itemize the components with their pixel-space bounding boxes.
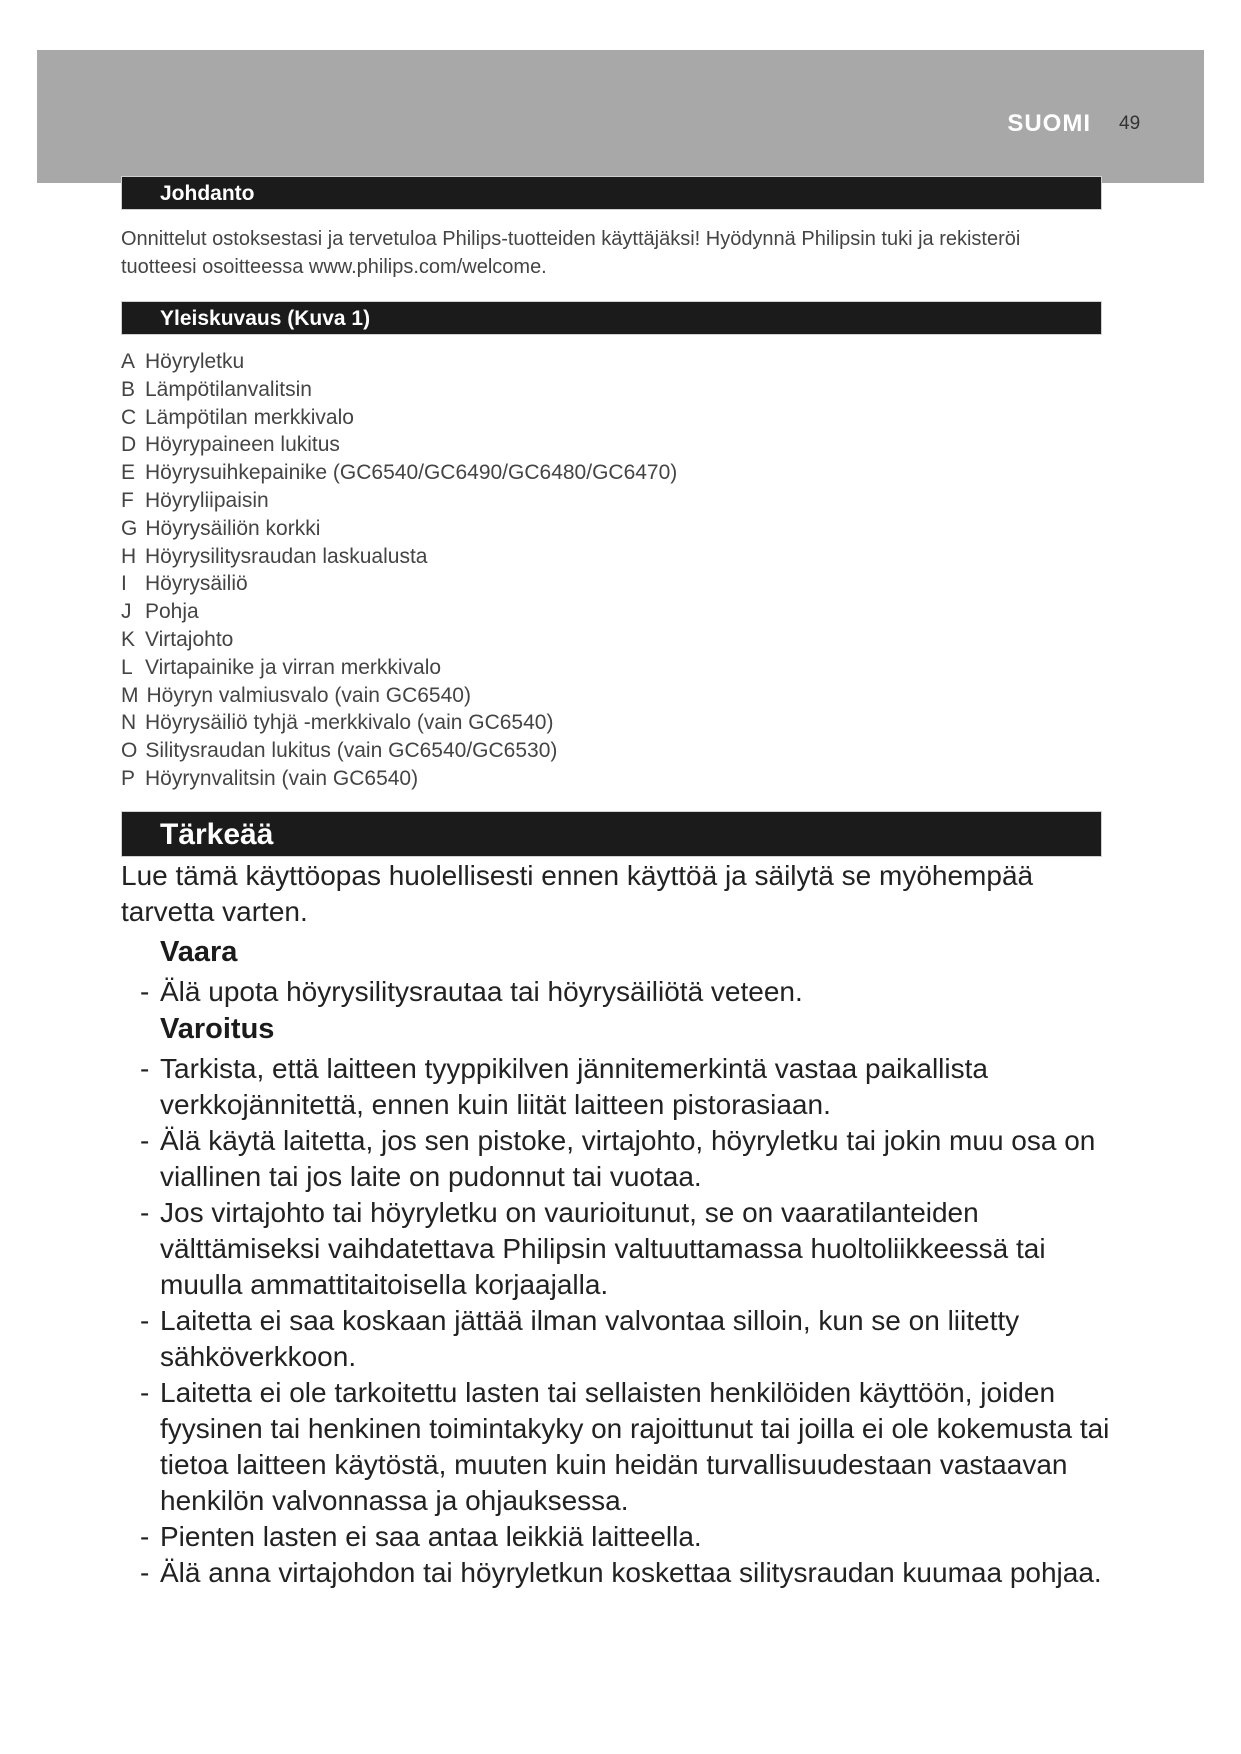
list-item: P Höyrynvalitsin (vain GC6540) (121, 766, 419, 790)
warning-item: - Pienten lasten ei saa antaa leikkiä laitteella. (140, 1519, 1120, 1555)
bullet-dash: - (140, 1305, 150, 1336)
bullet-dash: - (140, 1521, 150, 1552)
warning-item: - Älä anna virtajohdon tai höyryletkun koskettaa silitysraudan kuumaa pohjaa. (140, 1555, 1120, 1591)
list-item: A Höyryletku (121, 350, 245, 373)
bullet-dash: - (140, 1125, 150, 1156)
bullet-dash: - (140, 1557, 150, 1588)
list-item: L Virtapainike ja virran merkkivalo (121, 655, 442, 679)
list-item: G Höyrysäiliön korkki (121, 516, 321, 540)
warning-item: - Laitetta ei saa koskaan jättää ilman valvontaa silloin, kun se on liitetty sähköverkkoon. (140, 1305, 1020, 1372)
parts-list (121, 348, 677, 793)
list-item: E Höyrysuihkepainike (GC6540/GC6490/GC6480/GC6470) (121, 461, 678, 485)
section-title-important: Tärkeää (121, 811, 1102, 857)
list-item: N Höyrysäiliö tyhjä -merkkivalo (vain GC6540) (121, 711, 554, 735)
intro-paragraph: Onnittelut ostoksestasi ja tervetuloa Philips-tuotteiden käyttäjäksi! Hyödynnä Philipsin tuki ja rekisteröi tuotteesi osoitteessa www.philips.com/welcome. (121, 228, 1021, 278)
danger-heading: Vaara (160, 936, 238, 968)
warning-heading: Varoitus (160, 1013, 275, 1045)
warning-item: - Älä käytä laitetta, jos sen pistoke, virtajohto, höyryletku tai jokin muu osa on viallinen tai jos laite on pudonnut tai vuotaa. (140, 1125, 1096, 1192)
page-number: 49 (1119, 113, 1141, 134)
warning-item: - Jos virtajohto tai höyryletku on vaurioitunut, se on vaaratilanteiden välttämiseksi vaihdatettava Philipsin valtuuttamassa huoltoliikkeessä tai muulla ammattitaitoisella korjaajalla. (140, 1197, 1046, 1300)
language-label: SUOMI (1007, 110, 1091, 137)
section-title-intro: Johdanto (121, 176, 1102, 210)
section-title-overview: Yleiskuvaus (Kuva 1) (121, 301, 1102, 335)
list-item: J Pohja (121, 600, 199, 624)
list-item: C Lämpötilan merkkivalo (121, 405, 354, 429)
list-item: B Lämpötilanvalitsin (121, 377, 312, 401)
bullet-dash: - (140, 1377, 150, 1408)
warning-item: - Tarkista, että laitteen tyyppikilven jännitemerkintä vastaa paikallista verkkojännitettä, ennen kuin liität laitteen pistorasiaan. (140, 1053, 988, 1120)
list-item: D Höyrypaineen lukitus (121, 433, 340, 457)
bullet-dash: - (140, 976, 150, 1007)
bullet-dash: - (140, 1053, 150, 1084)
list-item: M Höyryn valmiusvalo (vain GC6540) (121, 683, 471, 707)
warning-item: - Laitetta ei ole tarkoitettu lasten tai sellaisten henkilöiden käyttöön, joiden fyysinen tai henkinen toimintakyky on rajoittunut tai joilla ei ole kokemusta tai tietoa laitteen käytöstä, muuten kuin heidän turvallisuudestaan vastaavan henkilön valvonnassa ja ohjauksessa. (140, 1377, 1110, 1516)
danger-item: - Älä upota höyrysilitysrautaa tai höyrysäiliötä veteen. (140, 974, 1120, 1010)
list-item: K Virtajohto (121, 627, 234, 651)
bullet-dash: - (140, 1197, 150, 1228)
list-item: I Höyrysäiliö (121, 572, 248, 596)
list-item: O Silitysraudan lukitus (vain GC6540/GC6530) (121, 739, 558, 763)
important-intro: Lue tämä käyttöopas huolellisesti ennen käyttöä ja säilytä se myöhempää tarvetta varten. (121, 860, 1034, 927)
list-item: H Höyrysilitysraudan laskualusta (121, 544, 428, 568)
list-item: F Höyryliipaisin (121, 488, 269, 512)
